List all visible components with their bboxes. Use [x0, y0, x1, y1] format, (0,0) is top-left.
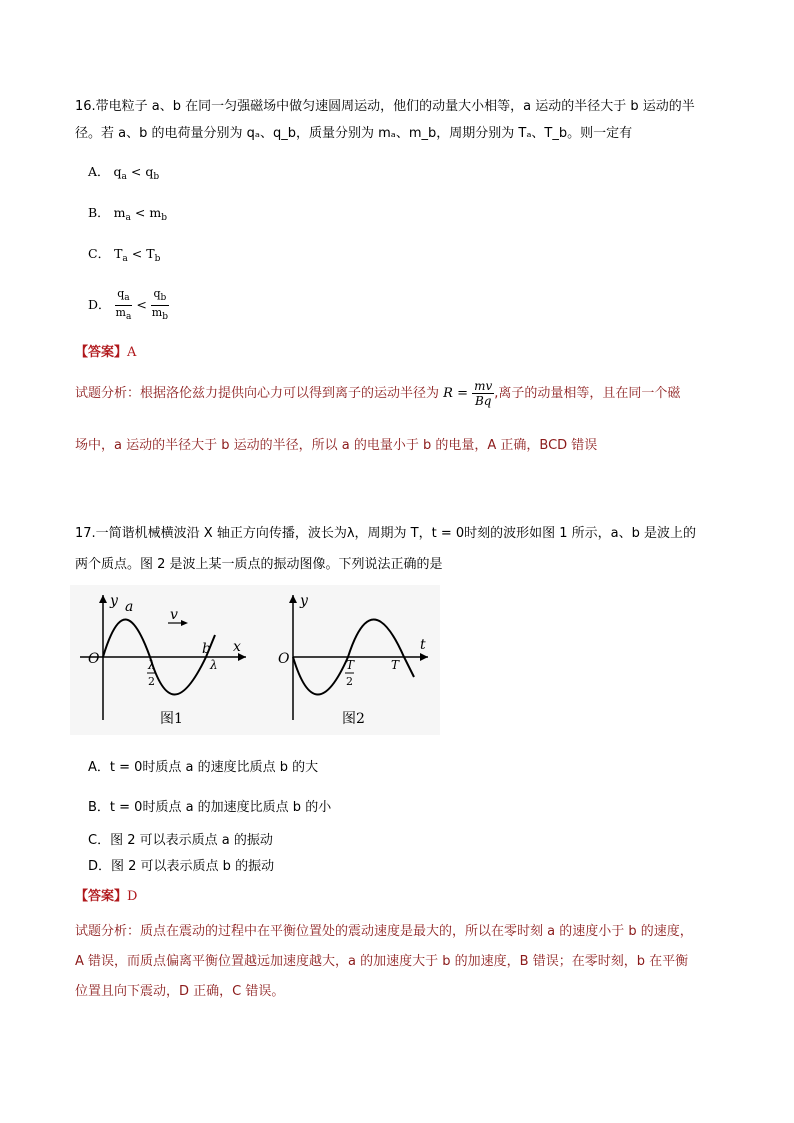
fig1-caption: 图1: [160, 711, 183, 727]
fig1-point-a: a: [125, 599, 134, 615]
option-label: A．: [88, 164, 110, 179]
q16-answer: [75, 341, 136, 360]
q17-option-b: B．t = 0时质点 a 的加速度比质点 b 的小: [88, 800, 332, 815]
fig1-y-label: y: [110, 593, 118, 609]
q17-option-a: A．t = 0时质点 a 的速度比质点 b 的大: [88, 760, 319, 775]
fig1-half-lambda-num: λ: [148, 658, 156, 672]
fraction-qb-mb: $\frac{q_b}{m_b}$: [151, 287, 168, 322]
q17-stem-line2: 两个质点。图 2 是波上某一质点的振动图像。下列说法正确的是: [75, 557, 443, 572]
answer-label: 【答案】: [75, 345, 128, 360]
fraction-qa-ma: $\frac{q_a}{m_a}$: [115, 287, 132, 322]
q17-stem-line1: 17.一简谐机械横波沿 X 轴正方向传播，波长为λ，周期为 T，t = 0时刻的波形如图 1 所示，a、b 是波上的: [75, 526, 697, 541]
fig1-lambda: λ: [210, 658, 218, 672]
formula-lhs: R =: [443, 386, 468, 401]
fig2-origin: O: [278, 651, 290, 667]
fig2-half-T-num: T: [346, 658, 355, 672]
q17-analysis-line3: 位置且向下震动，D 正确，C 错误。: [75, 984, 285, 999]
q17-option-c: C．图 2 可以表示质点 a 的振动: [88, 833, 273, 848]
q17-answer: [75, 885, 137, 904]
answer-value: A: [127, 345, 137, 360]
q16-option-b: B． $m_a < m_b$: [88, 205, 167, 223]
fig1-x-label: x: [233, 639, 241, 655]
option-label: C．: [88, 246, 111, 261]
q16-analysis-line1: 试题分析：根据洛伦兹力提供向心力可以得到离子的运动半径为 R = $\frac{mv}{Bq}$ ,离子的动量相等，且在同一个磁: [75, 379, 681, 408]
q16-stem-line1: 16.带电粒子 a、b 在同一匀强磁场中做匀速圆周运动，他们的动量大小相等，a 运动的半径大于 b 运动的半: [75, 99, 695, 114]
fig1-velocity-label: v: [170, 607, 178, 623]
answer-label: 【答案】: [75, 889, 128, 904]
fig2-caption: 图2: [342, 711, 365, 727]
fig2-t-label: t: [420, 637, 426, 653]
figure-2-vibration: [289, 595, 428, 720]
q16-stem-line2: 径。若 a、b 的电荷量分别为 qₐ、q_b，质量分别为 mₐ、m_b，周期分别为 Tₐ、T_b。则一定有: [75, 126, 633, 141]
q16-analysis-line2: 场中，a 运动的半径大于 b 运动的半径，所以 a 的电量小于 b 的电量，A 正确，BCD 错误: [75, 438, 598, 453]
fig2-T: T: [391, 658, 400, 672]
option-label: B．: [88, 205, 110, 220]
fig2-y-label: y: [300, 593, 308, 609]
q17-option-d: D．图 2 可以表示质点 b 的振动: [88, 859, 275, 874]
answer-value: D: [127, 889, 138, 904]
q17-figure: [70, 585, 440, 735]
figure-1-wave: [80, 595, 246, 720]
q16-option-a: A． $q_a < q_b$: [88, 164, 160, 182]
q17-analysis-line2: A 错误，而质点偏离平衡位置越远加速度越大，a 的加速度大于 b 的加速度，B 错误；在零时刻，b 在平衡: [75, 954, 689, 969]
fig1-point-b: b: [202, 641, 211, 657]
q16-option-c: C． $T_a < T_b$: [88, 246, 161, 264]
fig1-half-lambda-den: 2: [148, 675, 155, 688]
formula-fraction: $\frac{mv}{Bq}$: [474, 379, 493, 408]
option-label: D．: [88, 297, 111, 312]
q16-option-d: D． $\frac{q_a}{m_a}$ < $\frac{q_b}{m_b}$: [88, 287, 168, 322]
q17-analysis-line1: 试题分析：质点在震动的过程中在平衡位置处的震动速度是最大的，所以在零时刻 a 的速度小于 b 的速度，: [75, 924, 693, 939]
fig1-origin: O: [88, 651, 100, 667]
fig2-half-T-den: 2: [346, 675, 353, 688]
